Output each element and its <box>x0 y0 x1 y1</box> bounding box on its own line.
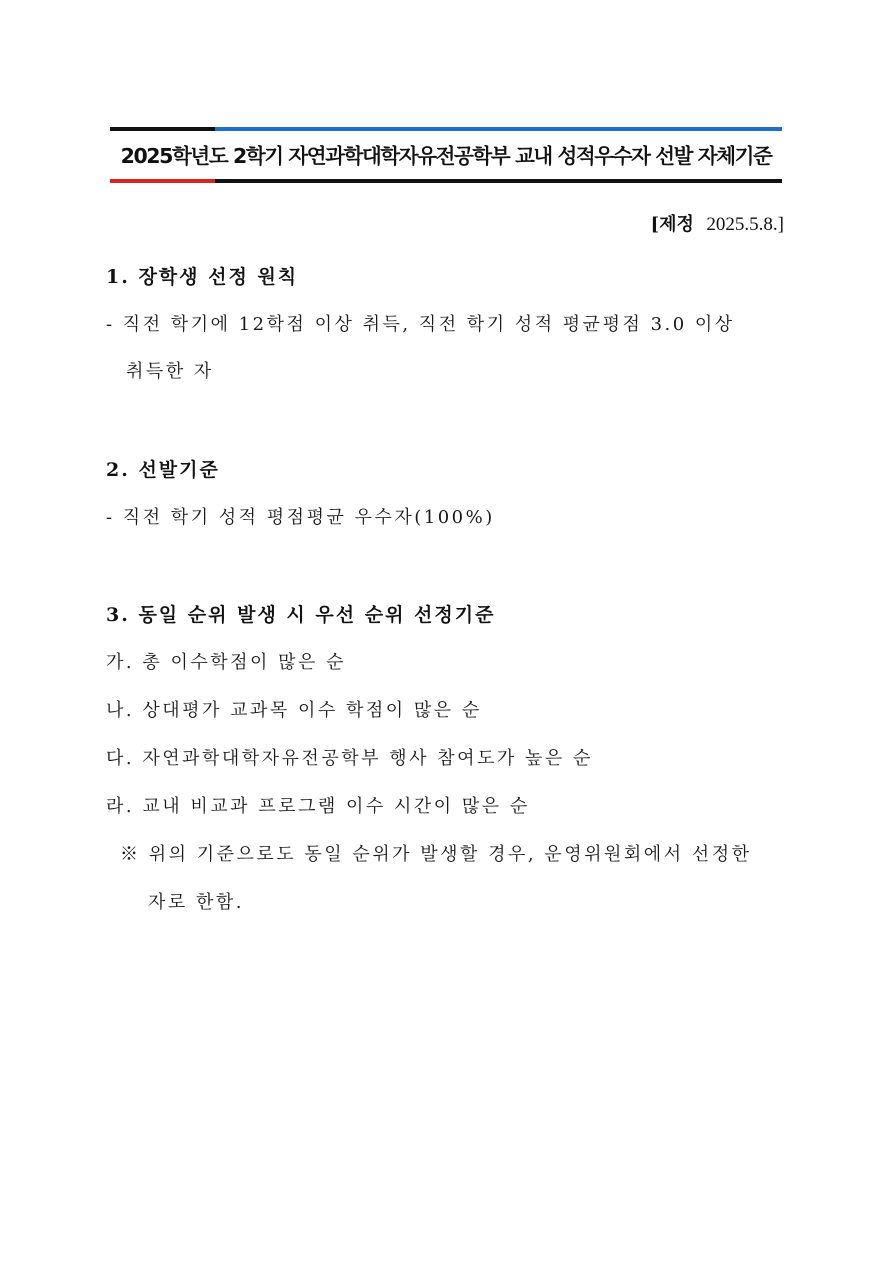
rule-segment-blue <box>215 127 782 131</box>
section-heading-3: 3. 동일 순위 발생 시 우선 순위 선정기준 <box>106 604 496 626</box>
document-title: 2025학년도 2학기 자연과학대학자유전공학부 교내 성적우수자 선발 자체기준 <box>120 144 772 168</box>
section-3-note: ※ 위의 기준으로도 동일 순위가 발생할 경우, 운영위원회에서 선정한 <box>120 844 752 865</box>
section-heading-2: 2. 선발기준 <box>106 459 220 481</box>
enactment-date-value: 2025.5.8.] <box>706 214 784 235</box>
title-top-rule <box>110 127 782 131</box>
section-3-item-ra: 라. 교내 비교과 프로그램 이수 시간이 많은 순 <box>106 796 530 817</box>
enactment-prefix: [제정 <box>650 214 694 235</box>
rule-segment-black <box>215 179 782 183</box>
section-1-line-2: 취득한 자 <box>126 361 214 382</box>
title-bottom-rule <box>110 179 782 183</box>
section-3-item-ga: 가. 총 이수학점이 많은 순 <box>106 652 346 673</box>
section-3-item-na: 나. 상대평가 교과목 이수 학점이 많은 순 <box>106 700 482 721</box>
section-2-line-1: - 직전 학기 성적 평점평균 우수자(100%) <box>106 507 495 528</box>
section-1-line-1: - 직전 학기에 12학점 이상 취득, 직전 학기 성적 평균평점 3.0 이상 <box>106 314 735 335</box>
rule-segment-red <box>110 179 215 183</box>
section-heading-1: 1. 장학생 선정 원칙 <box>106 266 299 288</box>
section-3-note-continued: 자로 한함. <box>148 892 244 913</box>
title-banner <box>110 127 782 183</box>
section-3-item-da: 다. 자연과학대학자유전공학부 행사 참여도가 높은 순 <box>106 748 593 769</box>
rule-segment-black <box>110 127 215 131</box>
enactment-date <box>651 210 784 236</box>
